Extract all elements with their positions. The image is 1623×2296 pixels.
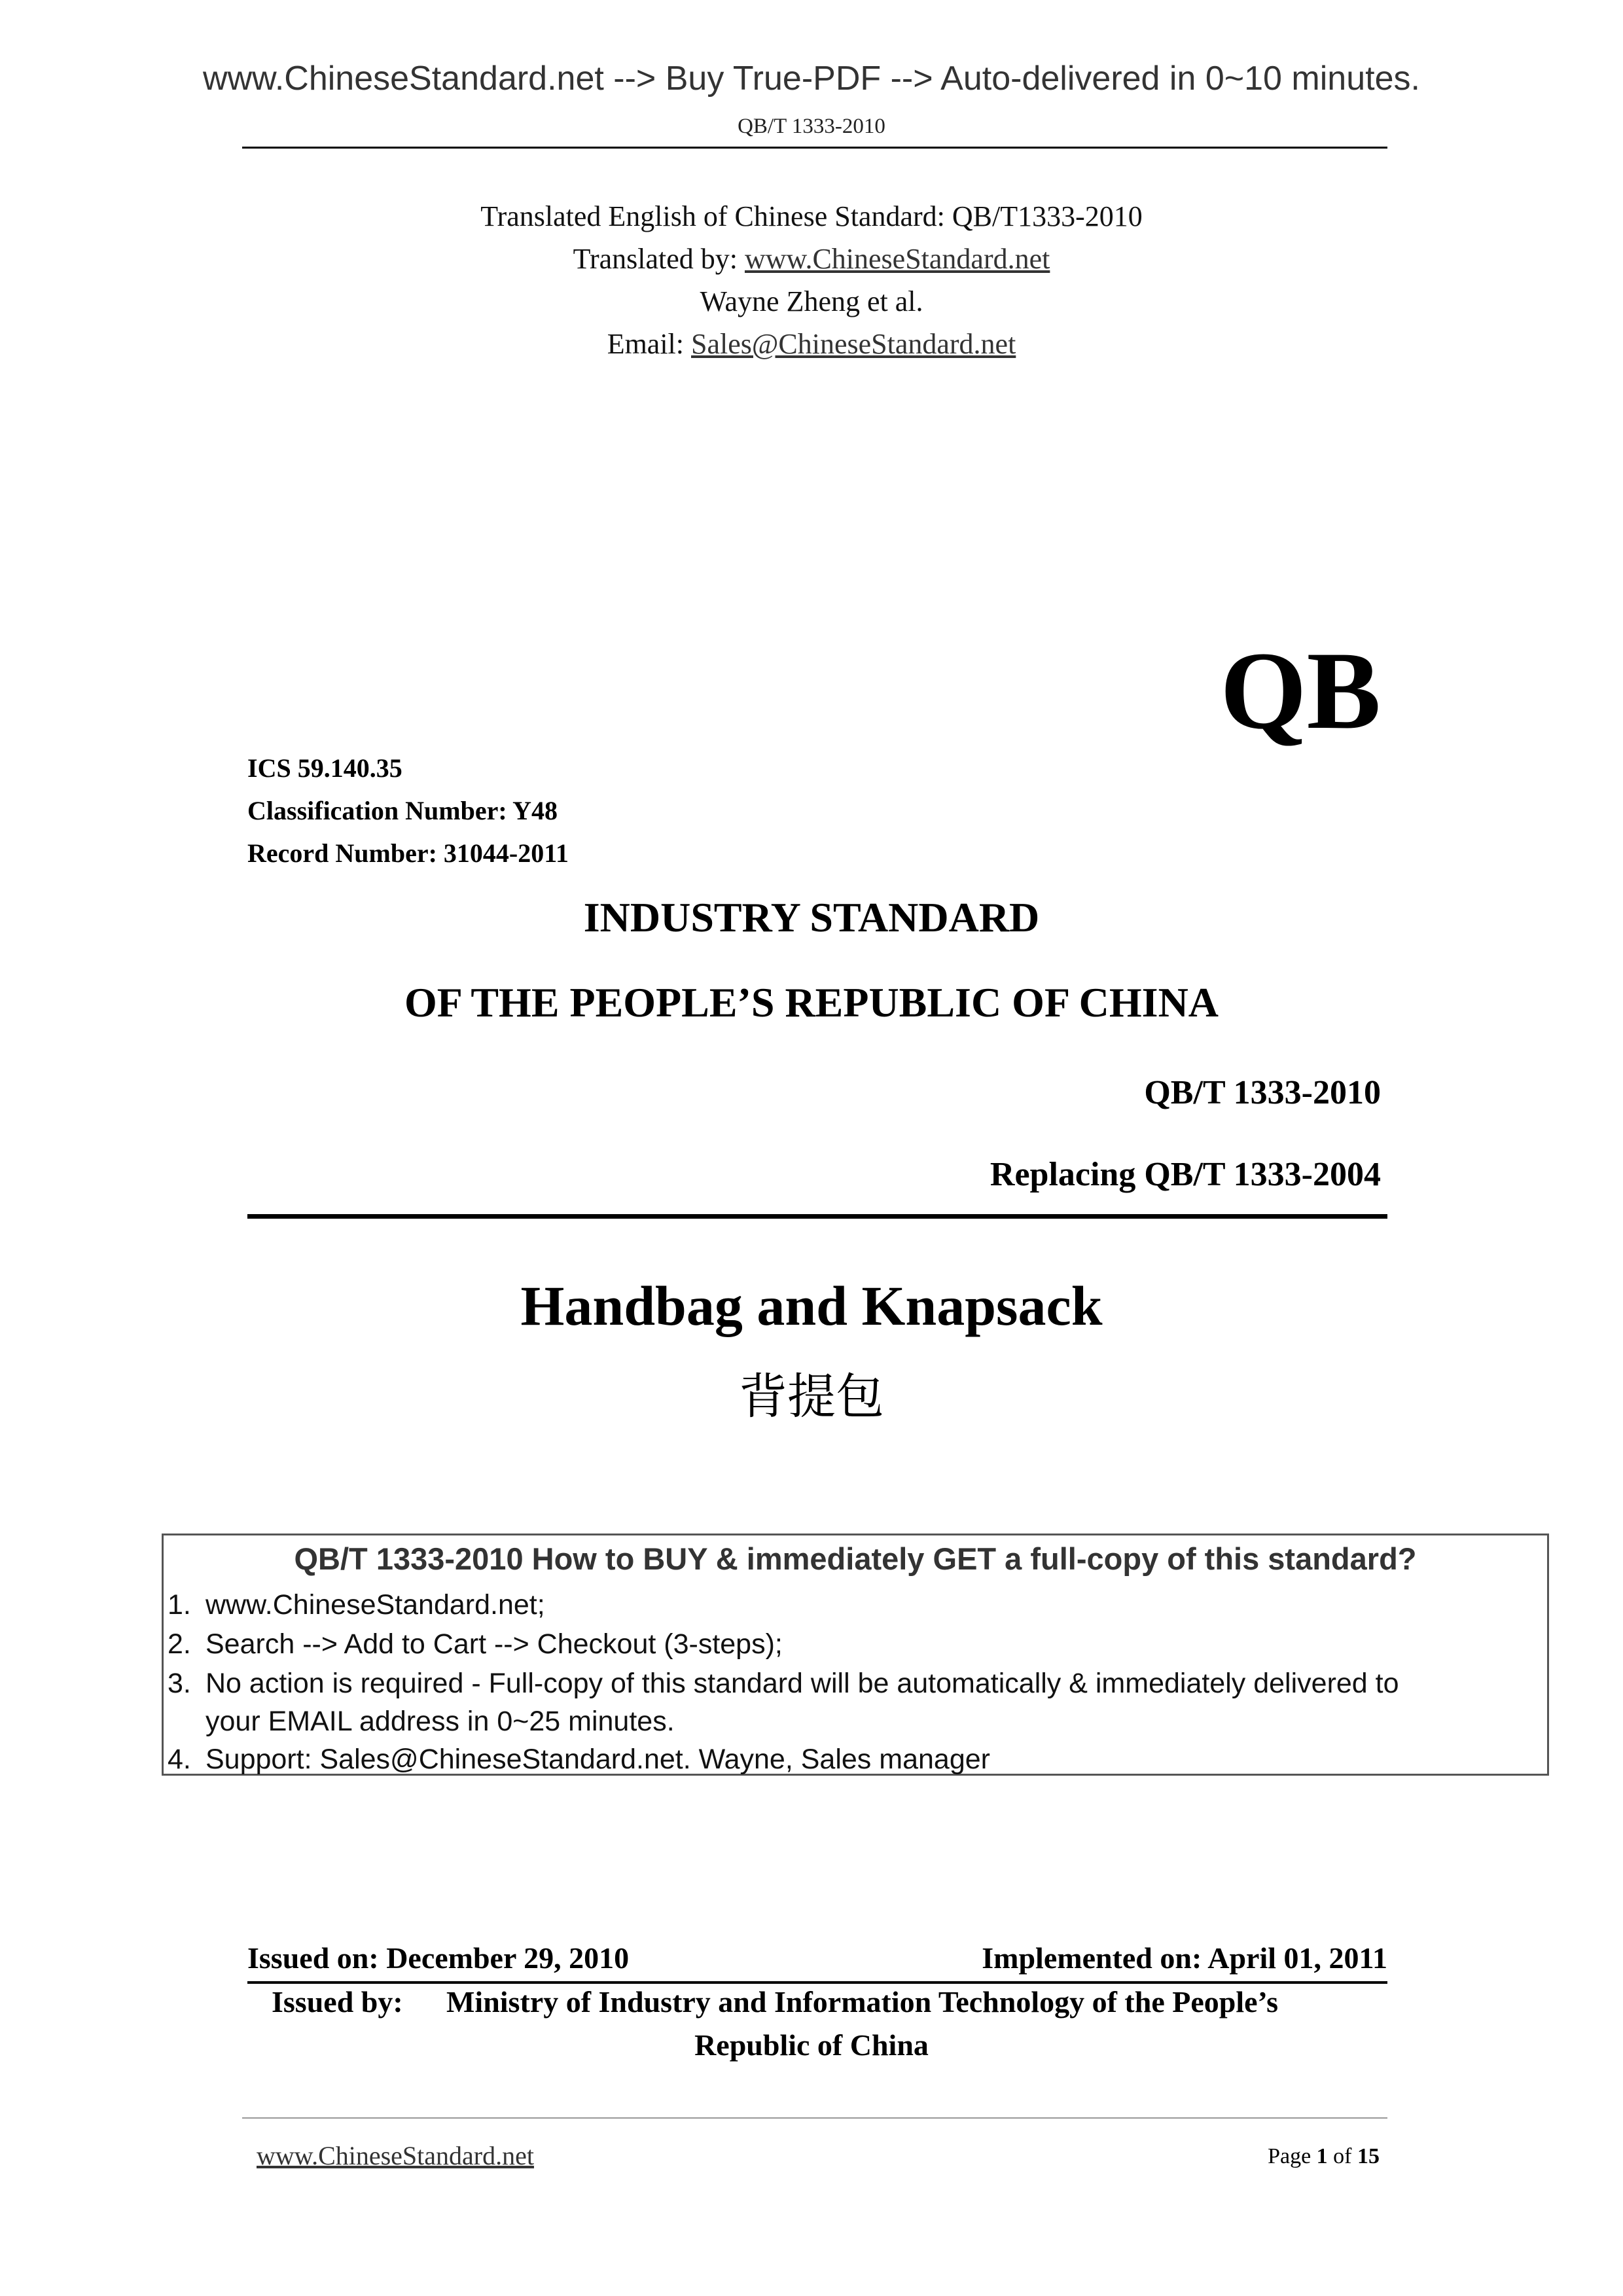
page-number: Page 1 of 15 xyxy=(1268,2144,1380,2168)
prc-heading: OF THE PEOPLE’S REPUBLIC OF CHINA xyxy=(404,979,1219,1026)
buy-box-title: QB/T 1333-2010 How to BUY & immediately GET a full-copy of this standard? xyxy=(294,1541,1417,1576)
total-pages: 15 xyxy=(1357,2144,1380,2168)
buy-step-3-continued xyxy=(168,1706,675,1738)
buy-step-text: Search --> Add to Cart --> Checkout (3-steps); xyxy=(205,1628,783,1660)
issued-by-line-2: Republic of China xyxy=(694,2028,929,2062)
email-line xyxy=(0,327,1623,361)
buy-step-text: No action is required - Full-copy of this standard will be automatically & immediately delivered to xyxy=(205,1668,1399,1699)
current-page: 1 xyxy=(1316,2144,1328,2168)
buy-step-4: 4. Support: Sales@ChineseStandard.net. Wayne, Sales manager xyxy=(168,1744,990,1775)
buy-info-box xyxy=(162,1534,1549,1776)
standard-code: QB/T 1333-2010 xyxy=(1144,1074,1381,1111)
top-banner[interactable]: www.ChineseStandard.net --> Buy True-PDF --> Auto-delivered in 0~10 minutes. xyxy=(203,60,1420,98)
translation-line: Translated English of Chinese Standard: QB/T1333-2010 xyxy=(480,200,1143,232)
document-title: Handbag and Knapsack xyxy=(520,1274,1103,1337)
classification-number: Classification Number: Y48 xyxy=(247,796,558,825)
buy-step-2: 2. Search --> Add to Cart --> Checkout (3-steps); xyxy=(168,1628,783,1660)
buy-step-3: 3. No action is required - Full-copy of this standard will be automatically & immediately delivered to xyxy=(168,1668,1399,1699)
footer-link[interactable]: www.ChineseStandard.net xyxy=(257,2141,534,2170)
implemented-on: Implemented on: April 01, 2011 xyxy=(982,1941,1387,1975)
header-divider xyxy=(242,147,1387,149)
translated-by-label: Translated by: xyxy=(573,243,745,275)
issued-by-label: Issued by: xyxy=(272,1985,403,2018)
buy-step-1: 1. www.ChineseStandard.net; xyxy=(168,1589,545,1621)
ics-number: ICS 59.140.35 xyxy=(247,753,402,783)
industry-standard-heading: INDUSTRY STANDARD xyxy=(583,894,1040,941)
qb-mark: QB xyxy=(1220,629,1381,752)
document-title-chinese: 背提包 xyxy=(739,1369,884,1425)
issue-divider xyxy=(247,1981,1387,1984)
translator-name: Wayne Zheng et al. xyxy=(700,285,923,317)
buy-step-text: your EMAIL address in 0~25 minutes. xyxy=(205,1706,675,1737)
email-label: Email: xyxy=(607,328,691,360)
email-link[interactable]: Sales@ChineseStandard.net xyxy=(691,328,1016,360)
record-number: Record Number: 31044-2011 xyxy=(247,838,569,868)
title-divider xyxy=(247,1214,1387,1219)
issued-on: Issued on: December 29, 2010 xyxy=(247,1941,630,1975)
translated-by-line xyxy=(0,242,1623,276)
header-standard-code: QB/T 1333-2010 xyxy=(738,115,885,138)
issued-by-line-1: Ministry of Industry and Information Technology of the People’s xyxy=(446,1985,1279,2018)
translated-by-link[interactable]: www.ChineseStandard.net xyxy=(744,243,1050,275)
footer-divider xyxy=(242,2117,1387,2119)
buy-step-text: Support: Sales@ChineseStandard.net. Wayne, Sales manager xyxy=(205,1744,990,1775)
buy-step-text[interactable]: www.ChineseStandard.net; xyxy=(205,1589,545,1621)
replacing-code: Replacing QB/T 1333-2004 xyxy=(990,1156,1381,1193)
